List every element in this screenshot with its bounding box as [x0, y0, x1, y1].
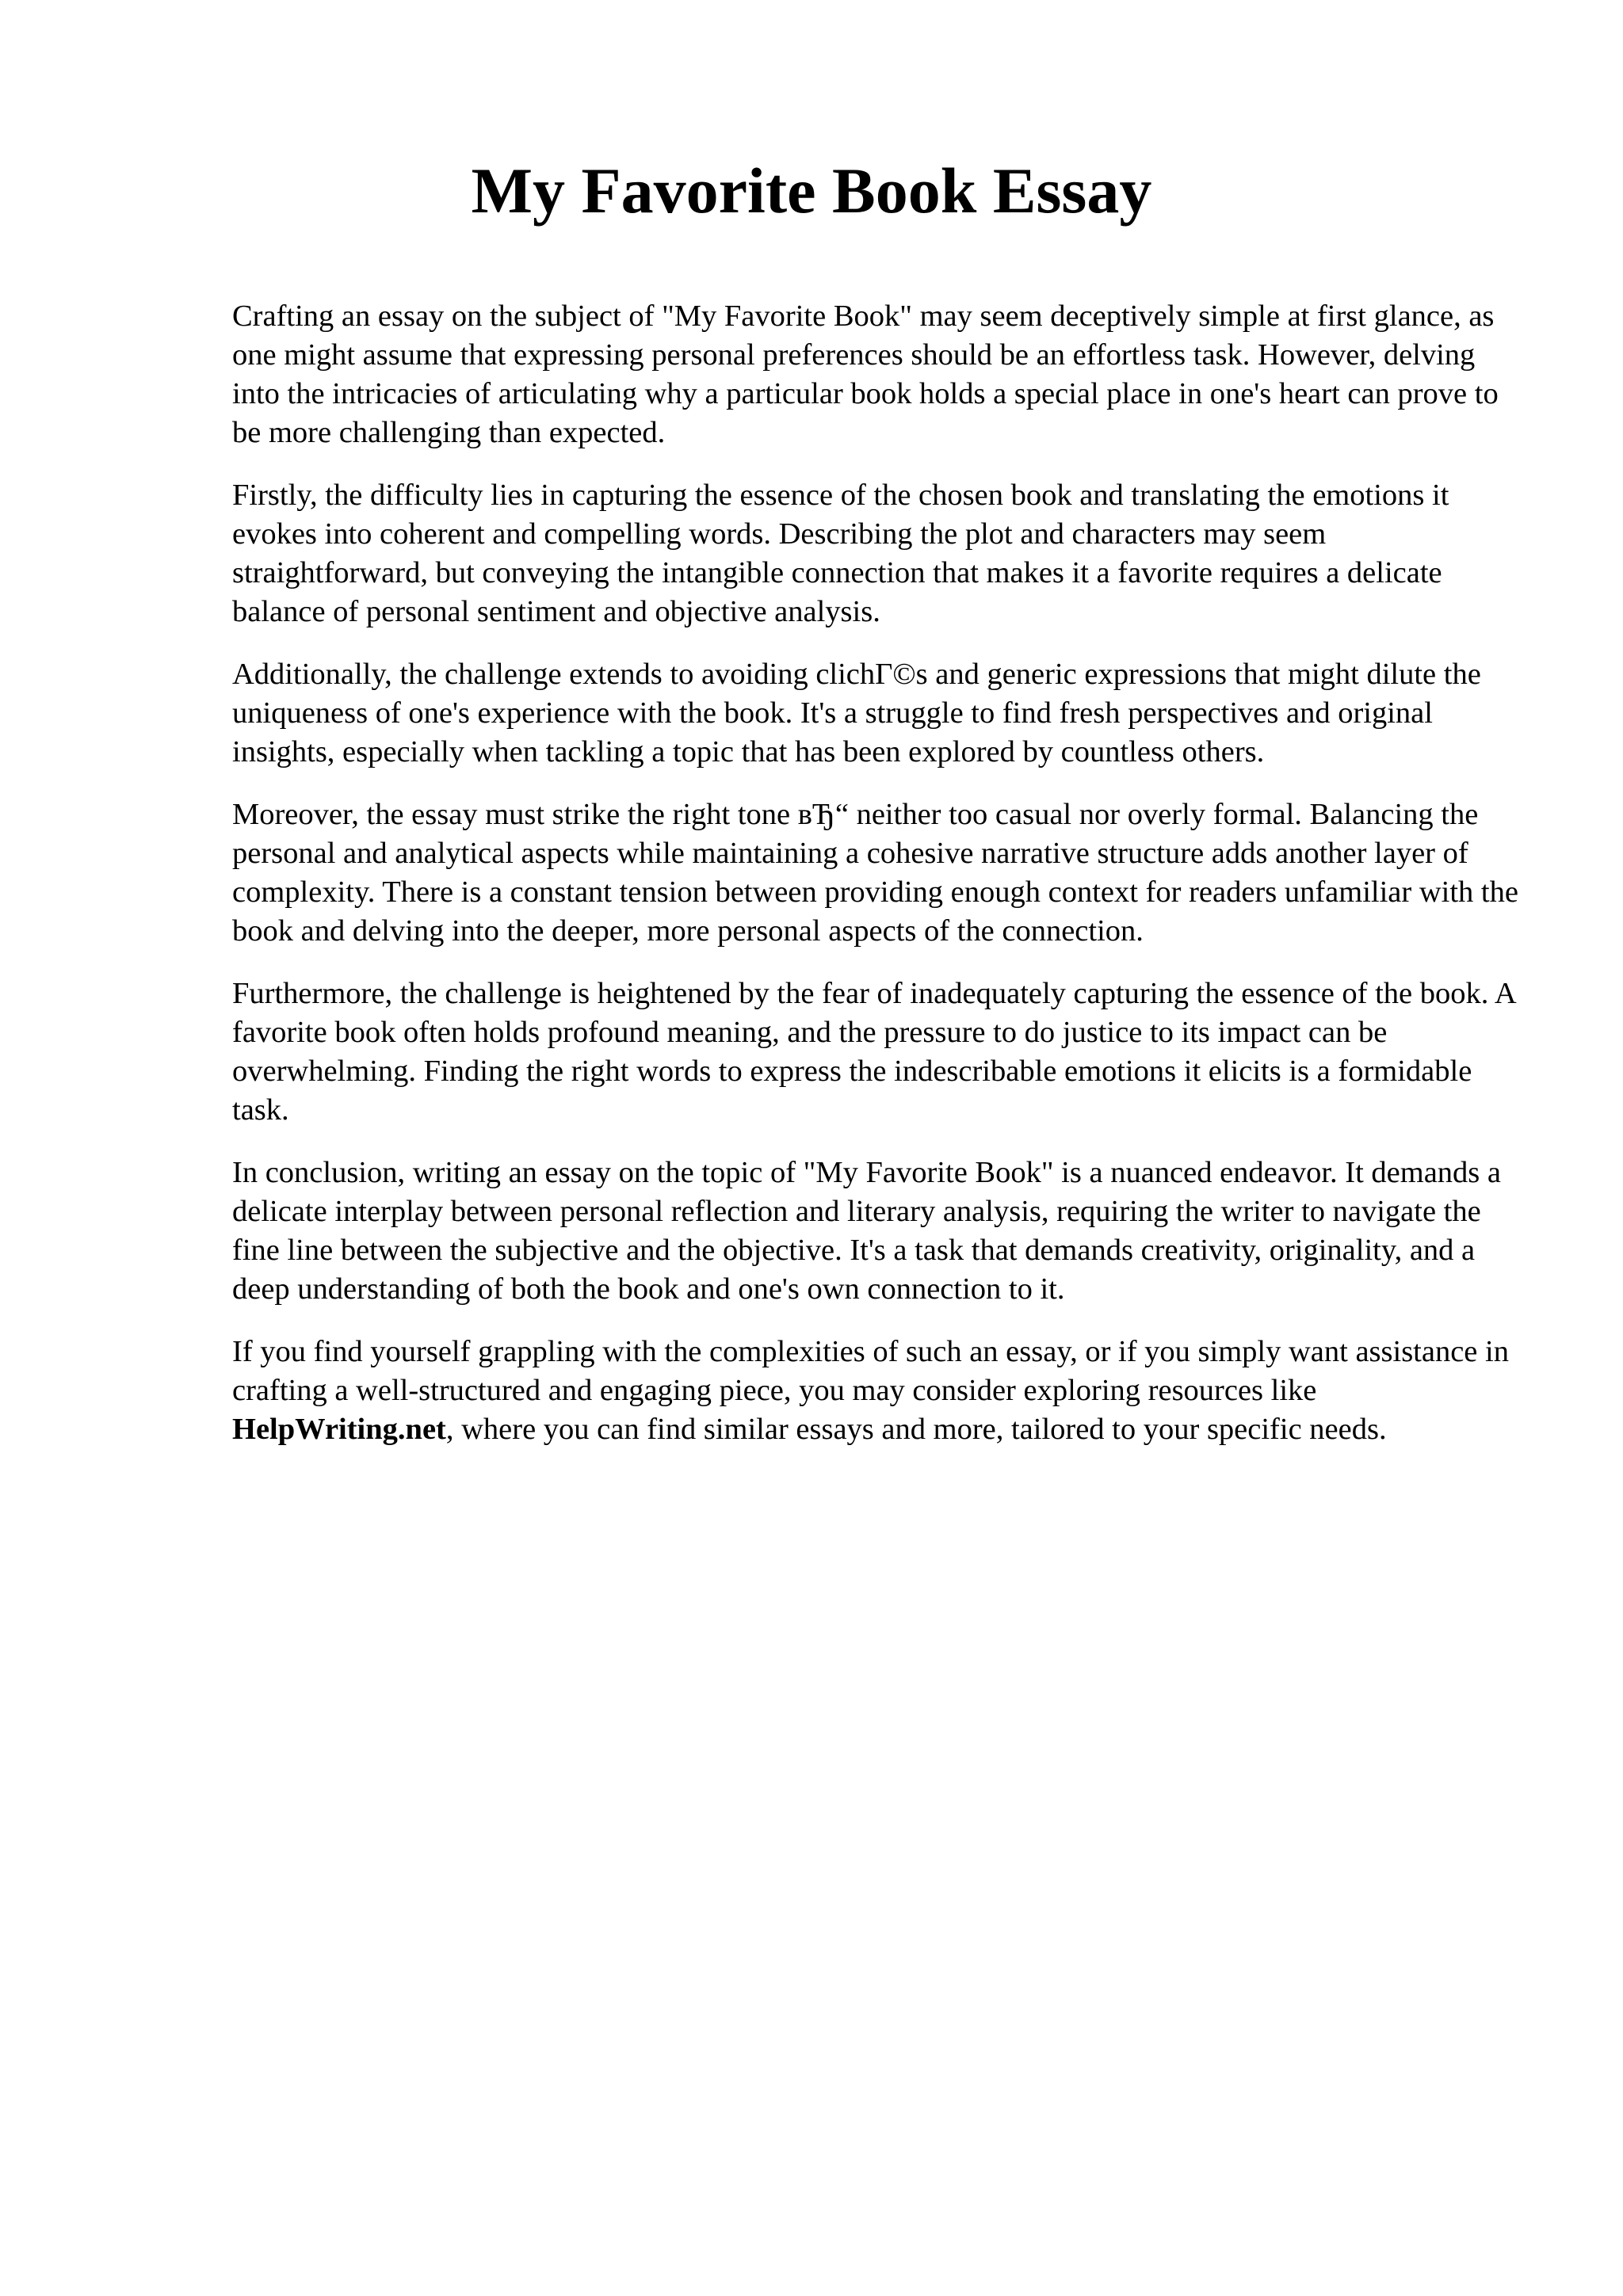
helpwriting-link[interactable]: HelpWriting.net: [232, 1413, 446, 1446]
paragraph-moreover: Moreover, the essay must strike the right tone вЂ“ neither too casual nor overly formal. Balancing the personal and analytical aspects while maintaining a cohesive narrative structure adds another layer of complexity. There is a constant tension between providing enough context for readers unfamiliar with the book and delving into the deeper, more personal aspects of the connection.: [232, 798, 1518, 948]
document-body: [232, 297, 1524, 1473]
paragraph-conclusion: In conclusion, writing an essay on the topic of "My Favorite Book" is a nuanced endeavor. It demands a delicate interplay between personal reflection and literary analysis, requiring the writer to navigate the fine line between the subjective and the objective. It's a task that demands creativity, originality, and a deep understanding of both the book and one's own connection to it.: [232, 1156, 1502, 1306]
paragraph-firstly: Firstly, the difficulty lies in capturing the essence of the chosen book and translating the emotions it evokes into coherent and compelling words. Describing the plot and characters may seem straightforward, but conveying the intangible connection that makes it a favorite requires a delicate balance of personal sentiment and objective analysis.: [232, 479, 1449, 628]
paragraph-furthermore: Furthermore, the challenge is heightened by the fear of inadequately capturing the essence of the book. A favorite book often holds profound meaning, and the pressure to do justice to its impact can be overwhelming. Finding the right words to express the indescribable emotions it elicits is a formidable task.: [232, 977, 1515, 1127]
closing-text-before-link: If you find yourself grappling with the complexities of such an essay, or if you simply want assistance in crafting a well-structured and engaging piece, you may consider exploring resources like: [232, 1335, 1509, 1407]
paragraph-intro: Crafting an essay on the subject of "My Favorite Book" may seem deceptively simple at first glance, as one might assume that expressing personal preferences should be an effortless task. However, delving into the intricacies of articulating why a particular book holds a special place in one's heart can prove to be more challenging than expected.: [232, 299, 1499, 449]
closing-text-after-link: , where you can find similar essays and more, tailored to your specific needs.: [445, 1413, 1387, 1446]
paragraph-closing: [232, 1333, 1524, 1449]
paragraph-additionally: Additionally, the challenge extends to avoiding clichГ©s and generic expressions that might dilute the uniqueness of one's experience with the book. It's a struggle to find fresh perspectives and original insights, especially when tackling a topic that has been explored by countless others.: [232, 658, 1481, 769]
document-title: My Favorite Book Essay: [471, 154, 1152, 227]
